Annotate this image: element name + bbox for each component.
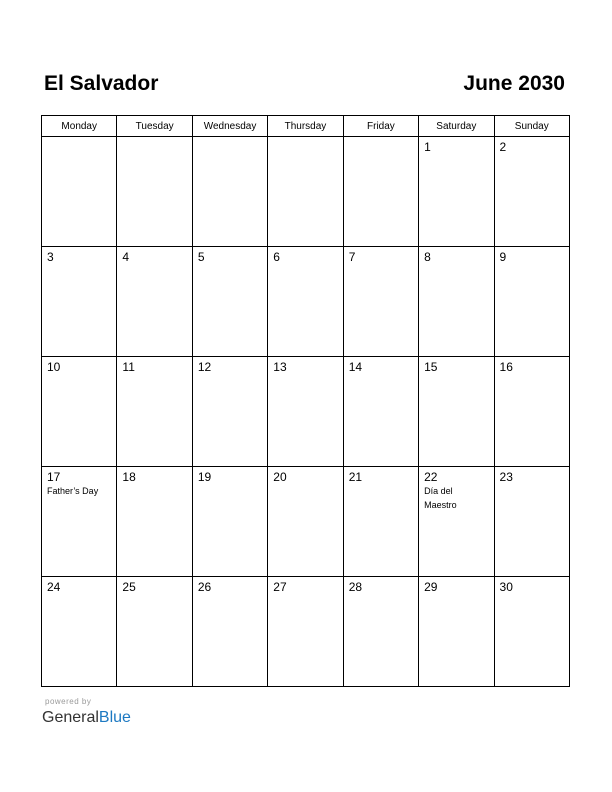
powered-by-text: powered by (45, 697, 92, 706)
day-number: 3 (47, 250, 54, 264)
day-cell (343, 357, 418, 467)
day-number: 16 (499, 360, 513, 374)
brand-logo (42, 708, 131, 728)
weekday-header-row (42, 116, 570, 137)
week-row (42, 247, 570, 357)
day-cell (343, 137, 418, 247)
month-year-title: June 2030 (463, 72, 565, 95)
day-number: 8 (424, 250, 431, 264)
week-row (42, 137, 570, 247)
day-cell (343, 247, 418, 357)
day-number: 11 (122, 360, 135, 374)
day-cell (117, 577, 192, 687)
day-number: 21 (348, 470, 363, 484)
day-cell (419, 137, 494, 247)
day-cell (268, 247, 343, 357)
day-number: 6 (273, 250, 280, 264)
day-cell (42, 357, 117, 467)
day-number: 12 (197, 360, 212, 374)
day-number: 5 (197, 250, 205, 264)
day-number: 25 (122, 580, 136, 594)
day-cell (117, 357, 192, 467)
day-cell (494, 357, 569, 467)
day-cell (419, 467, 494, 577)
day-cell (268, 467, 343, 577)
day-number: 26 (197, 580, 212, 594)
country-title: El Salvador (44, 72, 159, 95)
week-row (42, 577, 570, 687)
calendar-grid (41, 115, 570, 687)
day-cell (419, 577, 494, 687)
day-cell (419, 247, 494, 357)
weekday-header-monday: Monday (42, 116, 117, 137)
day-number: 30 (499, 580, 513, 594)
day-number: 28 (348, 580, 363, 594)
week-row (42, 357, 570, 467)
day-cell (343, 577, 418, 687)
day-number: 1 (424, 140, 431, 154)
day-number: 7 (348, 250, 356, 264)
day-cell (192, 137, 267, 247)
day-cell (117, 467, 192, 577)
brand-general-text: General (42, 709, 99, 726)
weekday-header-thursday: Thursday (268, 116, 343, 137)
day-cell (192, 357, 267, 467)
day-cell (494, 137, 569, 247)
day-cell (117, 137, 192, 247)
weekday-header-sunday: Sunday (494, 116, 569, 137)
day-cell (42, 247, 117, 357)
day-number: 23 (499, 470, 513, 484)
brand-blue-text: Blue (98, 709, 131, 726)
day-cell (494, 577, 569, 687)
day-cell (117, 247, 192, 357)
weekday-header-tuesday: Tuesday (117, 116, 192, 137)
day-number: 19 (197, 470, 212, 484)
day-number: 14 (348, 360, 363, 374)
day-cell (192, 577, 267, 687)
footer-branding (42, 697, 131, 728)
day-number: 13 (273, 360, 287, 374)
day-cell (343, 467, 418, 577)
day-cell (494, 247, 569, 357)
day-number: 29 (424, 580, 438, 594)
day-cell (419, 357, 494, 467)
weekday-header-saturday: Saturday (419, 116, 494, 137)
calendar-body (42, 137, 570, 687)
day-number: 20 (273, 470, 287, 484)
day-cell (42, 467, 117, 577)
day-number: 2 (499, 140, 507, 154)
holiday-label: Father’s Day (47, 486, 99, 496)
day-number: 22 (424, 470, 438, 484)
day-number: 15 (424, 360, 438, 374)
day-cell (494, 467, 569, 577)
day-number: 10 (47, 360, 61, 374)
holiday-label: Día del Maestro (424, 486, 457, 510)
day-cell (192, 467, 267, 577)
day-number: 24 (47, 580, 61, 594)
day-cell (42, 137, 117, 247)
weekday-header-wednesday: Wednesday (192, 116, 267, 137)
day-number: 18 (122, 470, 136, 484)
day-number: 4 (122, 250, 130, 264)
weekday-header-friday: Friday (343, 116, 418, 137)
day-cell (268, 577, 343, 687)
day-cell (42, 577, 117, 687)
day-number: 9 (499, 250, 507, 264)
day-cell (268, 357, 343, 467)
week-row (42, 467, 570, 577)
day-number: 17 (47, 470, 61, 484)
day-cell (268, 137, 343, 247)
day-number: 27 (273, 580, 287, 594)
day-cell (192, 247, 267, 357)
